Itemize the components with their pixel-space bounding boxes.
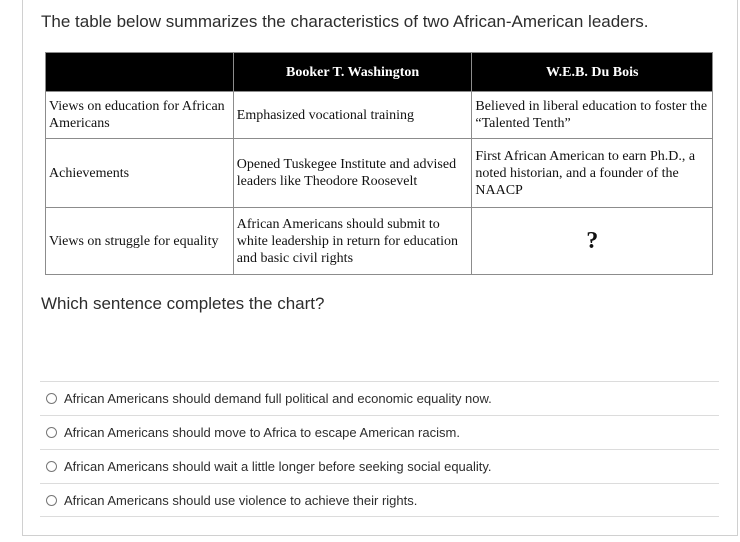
option-label: African Americans should wait a little longer before seeking social equality.: [64, 459, 492, 474]
table-row: [46, 139, 713, 208]
answer-options: [40, 381, 719, 517]
table-row: [46, 92, 713, 139]
header-dubois: W.E.B. Du Bois: [472, 53, 713, 92]
table-row: [46, 208, 713, 275]
radio-button[interactable]: [46, 427, 57, 438]
radio-button[interactable]: [46, 495, 57, 506]
option-label: African Americans should demand full political and economic equality now.: [64, 391, 492, 406]
dubois-missing-cell: ?: [472, 208, 713, 275]
row-label: Achievements: [46, 139, 234, 208]
header-blank: [46, 53, 234, 92]
answer-option[interactable]: [40, 381, 719, 415]
radio-button[interactable]: [46, 393, 57, 404]
dubois-cell: Believed in liberal education to foster the “Talented Tenth”: [472, 92, 713, 139]
header-washington: Booker T. Washington: [233, 53, 472, 92]
washington-cell: Emphasized vocational training: [233, 92, 472, 139]
table-header-row: [46, 53, 713, 92]
answer-option[interactable]: [40, 415, 719, 449]
dubois-cell: First African American to earn Ph.D., a noted historian, and a founder of the NAACP: [472, 139, 713, 208]
option-label: African Americans should use violence to achieve their rights.: [64, 492, 418, 508]
answer-option[interactable]: [40, 449, 719, 483]
row-label: Views on struggle for equality: [46, 208, 234, 275]
answer-option[interactable]: [40, 483, 719, 517]
question-prompt: Which sentence completes the chart?: [41, 294, 325, 313]
row-label: Views on education for African Americans: [46, 92, 234, 139]
radio-button[interactable]: [46, 461, 57, 472]
option-label: African Americans should move to Africa to escape American racism.: [64, 425, 460, 440]
comparison-table: [45, 52, 713, 275]
washington-cell: Opened Tuskegee Institute and advised leaders like Theodore Roosevelt: [233, 139, 472, 208]
washington-cell: African Americans should submit to white leadership in return for education and basic civil rights: [233, 208, 472, 275]
intro-text: The table below summarizes the characteristics of two African-American leaders.: [41, 12, 649, 31]
